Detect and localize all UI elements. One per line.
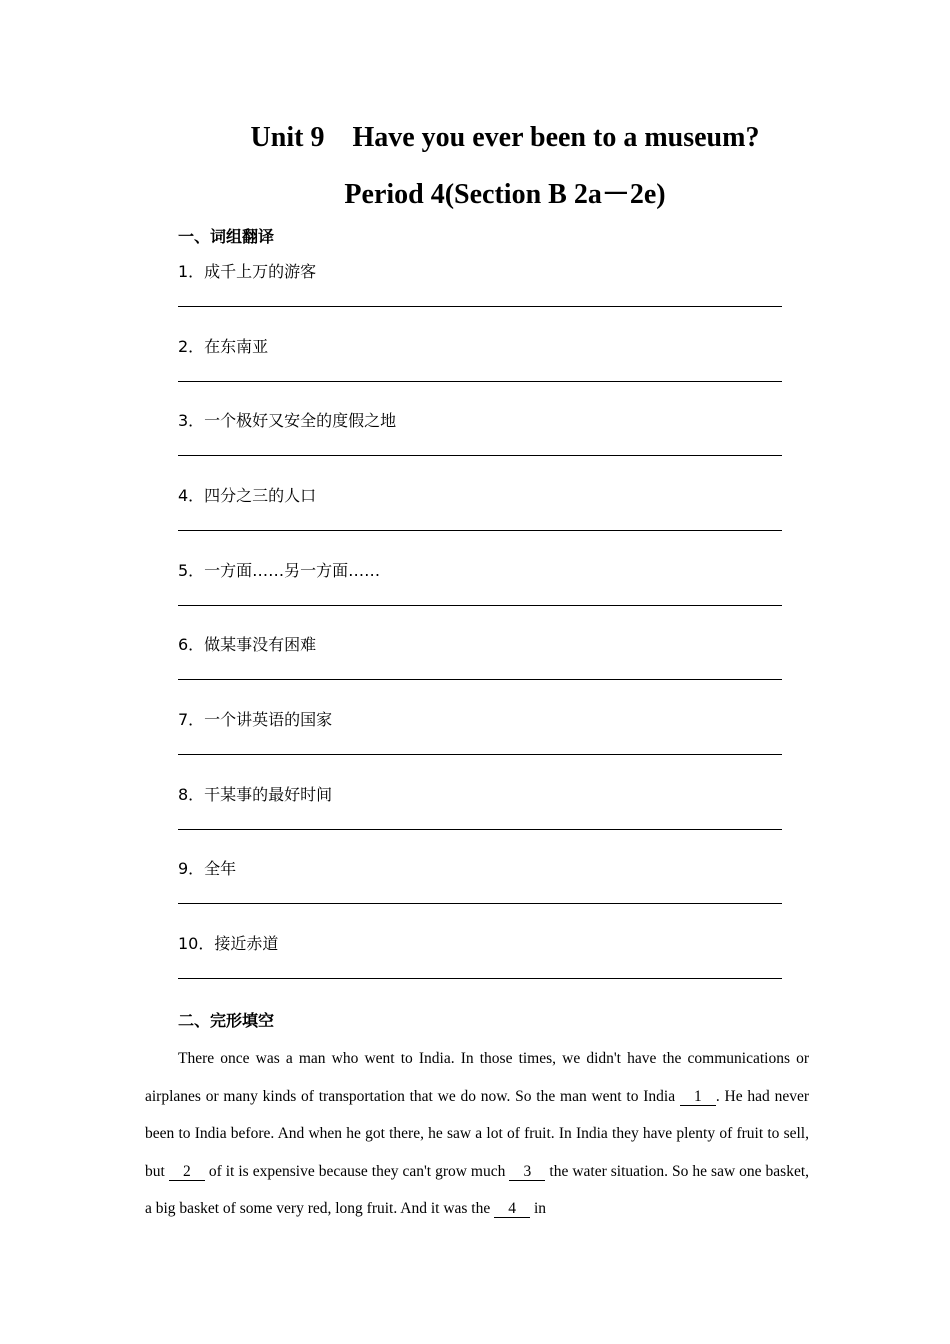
passage-text: There once was a man who went to India. In those times, we didn't have the communications or airplanes or many kinds of transportation that we do now. So the man went to India — [145, 1050, 809, 1105]
translation-item-label: 6．做某事没有困难 — [178, 635, 317, 654]
translation-item — [178, 785, 782, 860]
translation-item — [178, 262, 782, 337]
period-title: Period 4(Section B 2a－2e) — [344, 179, 666, 210]
answer-line[interactable] — [178, 903, 782, 904]
passage-text: . He had never been to India before. And when he got there, he saw a lot of fruit. In India they have plenty of fruit to sell, but — [145, 1087, 810, 1180]
translation-item-label: 4．四分之三的人口 — [178, 486, 317, 505]
answer-line[interactable] — [178, 306, 782, 307]
cloze-blank-4[interactable]: 4 — [494, 1201, 530, 1218]
translation-item-label: 10．接近赤道 — [178, 934, 279, 953]
section-heading-translation: 一、词组翻译 — [178, 227, 275, 246]
translation-item — [178, 411, 782, 486]
answer-line[interactable] — [178, 679, 782, 680]
translation-item — [178, 710, 782, 785]
passage-text: of it is expensive because they can't grow much — [204, 1162, 510, 1180]
translation-item-label: 9．全年 — [178, 859, 237, 878]
answer-line[interactable] — [178, 978, 782, 979]
cloze-blank-3[interactable]: 3 — [509, 1164, 545, 1181]
answer-line[interactable] — [178, 605, 782, 606]
translation-item-label: 8．干某事的最好时间 — [178, 785, 333, 804]
answer-line[interactable] — [178, 530, 782, 531]
translation-item — [178, 859, 782, 934]
translation-item — [178, 561, 782, 636]
translation-item-label: 7．一个讲英语的国家 — [178, 710, 333, 729]
answer-line[interactable] — [178, 754, 782, 755]
translation-item — [178, 337, 782, 412]
section-heading-cloze: 二、完形填空 — [178, 1011, 275, 1030]
unit-title: Unit 9 Have you ever been to a museum? — [250, 122, 760, 153]
cloze-blank-1[interactable]: 1 — [680, 1089, 716, 1106]
translation-item-label: 5．一方面……另一方面…… — [178, 561, 381, 580]
translation-item — [178, 486, 782, 561]
cloze-passage — [145, 1040, 809, 1228]
translation-item — [178, 934, 782, 1009]
translation-item-label: 2．在东南亚 — [178, 337, 269, 356]
translation-item-label: 3．一个极好又安全的度假之地 — [178, 411, 397, 430]
answer-line[interactable] — [178, 829, 782, 830]
cloze-paragraph — [145, 1040, 809, 1228]
answer-line[interactable] — [178, 455, 782, 456]
cloze-blank-2[interactable]: 2 — [169, 1164, 205, 1181]
passage-text: the water situation. So he saw one basket, a big basket of some very red, long fruit. And it was the — [145, 1162, 810, 1217]
answer-line[interactable] — [178, 381, 782, 382]
passage-text: in — [530, 1200, 547, 1217]
translation-item-label: 1．成千上万的游客 — [178, 262, 317, 281]
translation-item — [178, 635, 782, 710]
